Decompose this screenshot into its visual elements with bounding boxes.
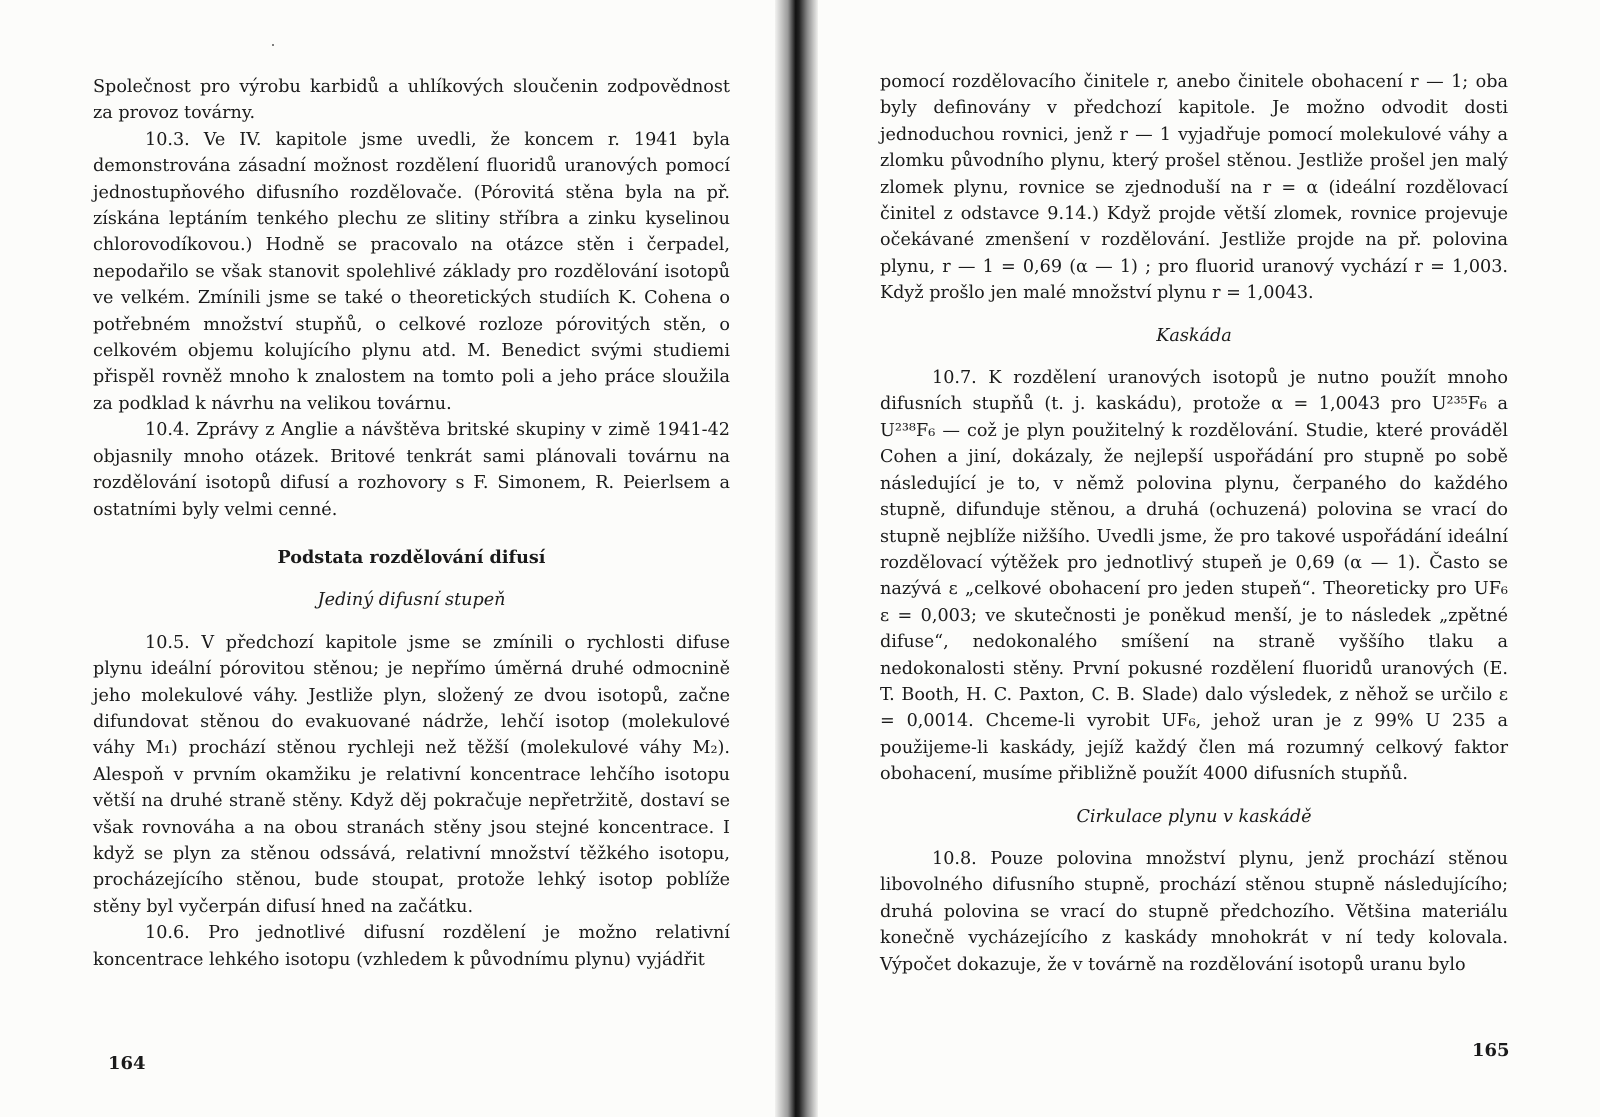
print-speck xyxy=(272,44,274,46)
paragraph: 10.6. Pro jednotlivé difusní rozdělení je možno relativní koncentrace lehkého isotopu (vzhledem k původnímu plynu) vyjádřit xyxy=(93,923,730,970)
right-page xyxy=(818,0,1600,1117)
left-page xyxy=(0,0,775,1117)
right-text-column xyxy=(880,69,1508,978)
paragraph: 10.3. Ve IV. kapitole jsme uvedli, že koncem r. 1941 byla demonstrována zásadní možnost rozdělení fluoridů uranových pomocí jednostupňového difusního rozdělovače. (Pórovitá stěna byla na př. získána leptáním tenkého plechu ze slitiny stříbra a zinku kyselinou chlorovodíkovou.) Hodně se pracovalo na otázce stěn i čerpadel, nepodařilo se však stanovit spolehlivé základy pro rozdělování isotopů ve velkém. Zmínili jsme se také o theoretických studiích K. Cohena o potřebném množství stupňů, o celkové rozloze pórovitých stěn, o celkovém objemu kolujícího plynu atd. M. Benedict svými studiemi přispěl rovněž mnoho k znalostem na tomto poli a jeho práce sloužila za podklad k návrhu na velikou továrnu. xyxy=(93,129,730,414)
paragraph: 10.8. Pouze polovina množství plynu, jenž prochází stěnou libovolného difusního stupně, prochází stěnou stupně následujícího; druhá polovina se vrací do stupně předchozího. Většina materiálu konečně vycházejícího z kaskády mnohokrát v ní tedy kolovala. Výpočet dokazuje, že v továrně na rozdělování isotopů uranu bylo xyxy=(880,848,1508,975)
paragraph: pomocí rozdělovacího činitele r, anebo činitele obohacení r — 1; oba byly definovány v předchozí kapitole. Je možno odvodit dosti jednoduchou rovnici, jenž r — 1 vyjadřuje pomocí molekulové váhy a zlomku původního plynu, který prošel stěnou. Jestliže prošel jen malý zlomek plynu, rovnice se zjednoduší na r = α (ideální rozdělovací činitel z odstavce 9.14.) Když projde větší zlomek, rovnice projevuje očekávané zmenšení v rozdělování. Jestliže projde na př. polovina plynu, r — 1 = 0,69 (α — 1) ; pro fluorid uranový vychází r = 1,003. Když prošlo jen malé množství plynu r = 1,0043. xyxy=(880,72,1508,304)
paragraph: 10.4. Zprávy z Anglie a návštěva britské skupiny v zimě 1941-42 objasnily mnoho otázek. Britové tenkrát sami plánovali továrnu na rozdělování isotopů difusí a rozhovory s F. Simonem, R. Peierlsem a ostatními byly velmi cenné. xyxy=(93,420,730,520)
paragraph: Společnost pro výrobu karbidů a uhlíkových sloučenin zodpovědnost za provoz továrny. xyxy=(93,77,730,124)
page-number: 165 xyxy=(1472,1040,1510,1061)
subsection-heading: Kaskáda xyxy=(1156,325,1232,346)
left-text-column xyxy=(93,74,730,973)
section-heading: Podstata rozdělování difusí xyxy=(277,546,546,568)
subsection-heading: Cirkulace plynu v kaskádě xyxy=(1076,806,1312,827)
paragraph: 10.7. K rozdělení uranových isotopů je nutno použít mnoho difusních stupňů (t. j. kaskádu), protože α = 1,0043 pro U²³⁵F₆ a U²³⁸F₆ — což je plyn použitelný k rozdělování. Studie, které prováděl Cohen a jiní, dokázaly, že nejlepší uspořádání pro stupně po sobě následující je to, v němž polovina plynu, čerpaného do každého stupně, difunduje stěnou, a druhá (ochuzená) polovina se vrací do stupně nejblíže nižšího. Uvedli jsme, že pro takové uspořádání ideální rozdělovací výtěžek pro jednotlivý stupeň je 0,69 (α — 1). Často se nazývá ε „celkové obohacení pro jeden stupeň“. Theoreticky pro UF₆ ε = 0,003; ve skutečnosti je poněkud menší, je to následek „zpětné difuse“, nedokonalého smíšení na straně vyššího tlaku a nedokonalosti stěny. První pokusné rozdělení fluoridů uranových (E. T. Booth, H. C. Paxton, C. B. Slade) dalo výsledek, z něhož se určilo ε = 0,0014. Chceme-li vyrobit UF₆, jehož uran je z 99% U 235 a použijeme-li kaskády, jejíž každý člen má rozumný celkový faktor obohacení, musíme přibližně použít 4000 difusních stupňů. xyxy=(880,368,1508,785)
subsection-heading: Jediný difusní stupeň xyxy=(317,590,506,611)
paragraph: 10.5. V předchozí kapitole jsme se zmínili o rychlosti difuse plynu ideální pórovitou stěnou; je nepřímo úměrná druhé odmocnině jeho molekulové váhy. Jestliže plyn, složený ze dvou isotopů, začne difundovat stěnou do evakuované nádrže, lehčí isotop (molekulové váhy M₁) prochází stěnou rychleji než těžší (molekulové váhy M₂). Alespoň v prvním okamžiku je relativní koncentrace lehčího isotopu větší na druhé straně stěny. Když děj pokračuje nepřetržitě, dostaví se však rovnováha a na obou stranách stěny jsou stejné koncentrace. I když se plyn za stěnou odssává, relativní množství těžkého isotopu, procházejícího stěnou, bude stoupat, protože lehký isotop poblíže stěny byl vyčerpán difusí hned na začátku. xyxy=(93,632,730,917)
page-number: 164 xyxy=(108,1053,146,1074)
book-gutter xyxy=(775,0,818,1117)
